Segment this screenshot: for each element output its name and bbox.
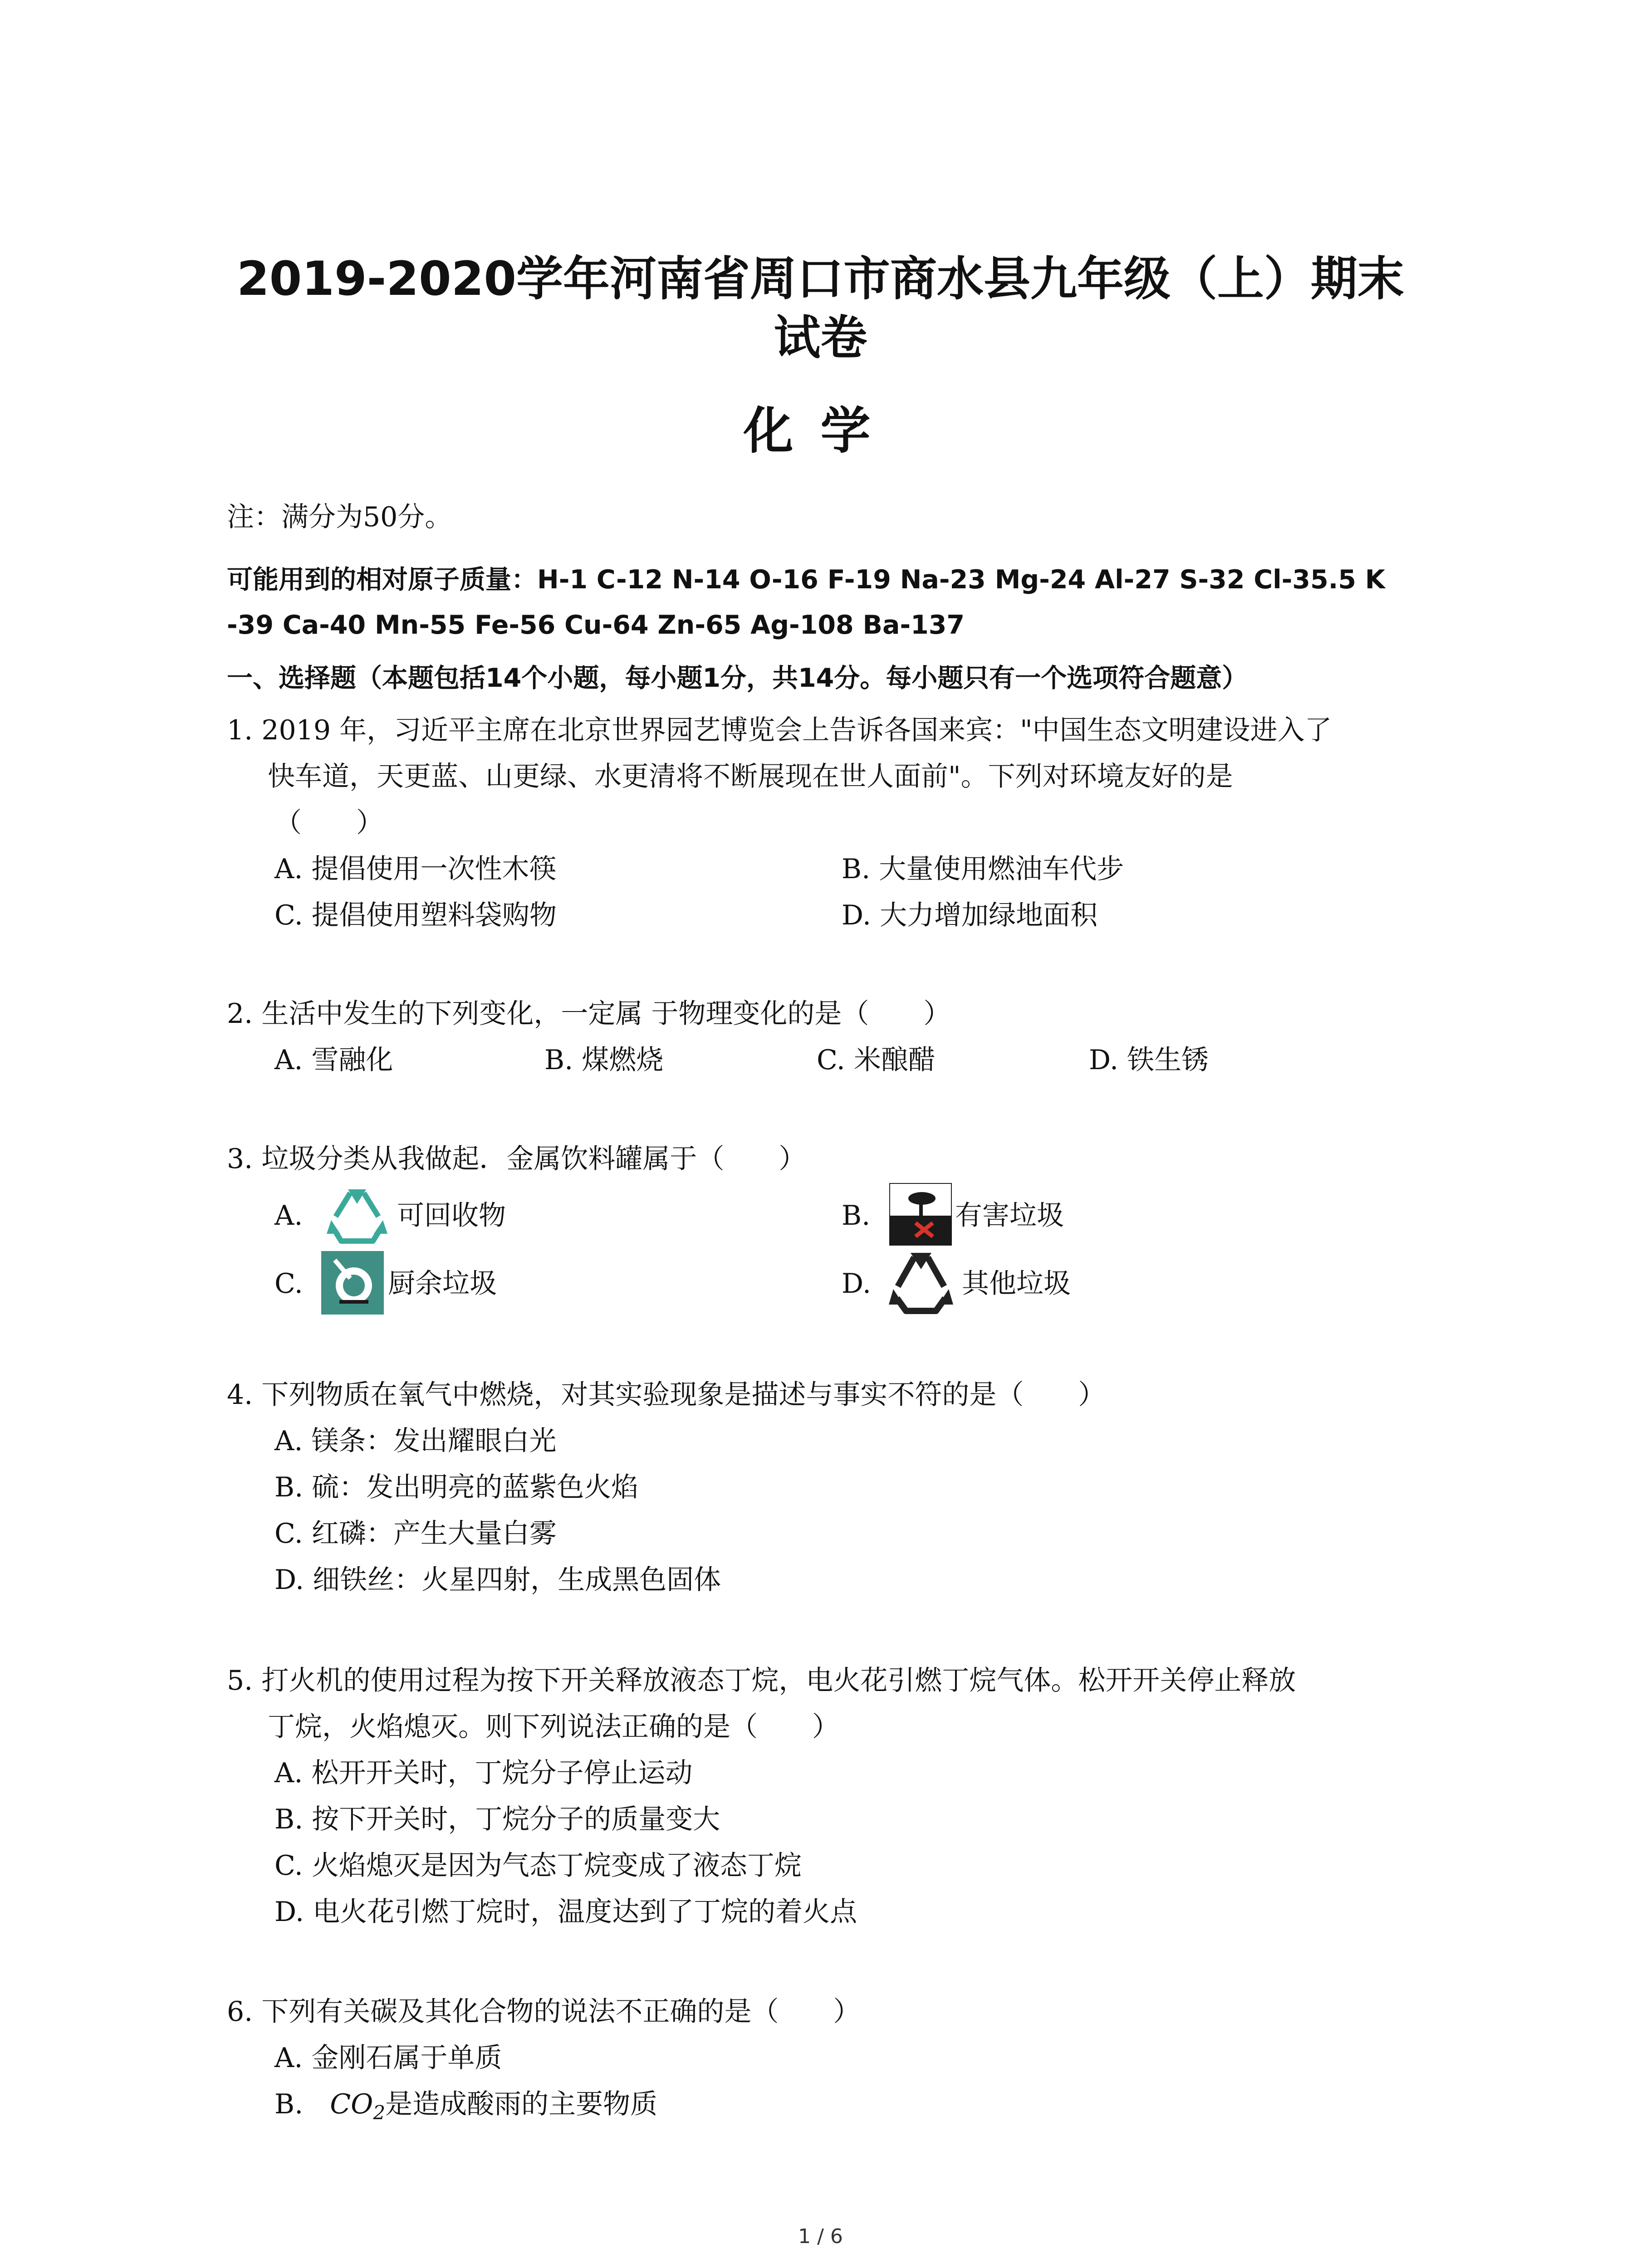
question-5-line-1: 5. 打火机的使用过程为按下开关释放液态丁烷，电火花引燃丁烷气体。松开开关停止释放: [227, 1665, 1296, 1696]
subject-title: 化学: [743, 402, 898, 460]
question-4-option-b: B. 硫：发出明亮的蓝紫色火焰: [274, 1471, 639, 1503]
question-4-option-a: A. 镁条：发出耀眼白光: [274, 1425, 557, 1457]
question-2-option-c: C. 米酿醋: [817, 1044, 936, 1076]
question-3-option-a-letter: A.: [274, 1200, 303, 1232]
question-1-option-d: D. 大力增加绿地面积: [842, 899, 1098, 931]
kitchen-waste-icon: [321, 1251, 384, 1315]
question-4-option-d: D. 细铁丝：火星四射，生成黑色固体: [274, 1564, 721, 1596]
question-5-option-d: D. 电火花引燃丁烷时，温度达到了丁烷的着火点: [274, 1896, 857, 1928]
question-2-option-a: A. 雪融化: [274, 1044, 393, 1076]
title-line-2: 试卷: [774, 311, 867, 365]
co2-formula-subscript: 2: [373, 2102, 386, 2124]
question-2-option-b: B. 煤燃烧: [544, 1044, 664, 1076]
question-3-option-b-letter: B.: [842, 1200, 871, 1232]
title-line-1: 2019-2020学年河南省周口市商水县九年级（上）期末: [236, 252, 1405, 306]
question-2-line-1: 2. 生活中发生的下列变化，一定属 于物理变化的是（ ）: [227, 998, 951, 1030]
question-1-line-3: （ ）: [274, 807, 383, 839]
question-1-line-2: 快车道，天更蓝、山更绿、水更清将不断展现在世人面前"。下列对环境友好的是: [268, 761, 1233, 792]
question-6-option-b: [274, 2086, 657, 2131]
co2-formula-base: CO: [330, 2088, 373, 2120]
section-heading: 一、选择题（本题包括14个小题，每小题1分，共14分。每小题只有一个选项符合题意）: [227, 663, 1248, 693]
question-3-option-d-letter: D.: [842, 1268, 872, 1300]
question-6-option-b-text: 是造成酸雨的主要物质: [385, 2088, 658, 2120]
atomic-masses-line-2: -39 Ca-40 Mn-55 Fe-56 Cu-64 Zn-65 Ag-108 Ba-137: [227, 610, 965, 640]
question-6-option-a: A. 金刚石属于单质: [274, 2042, 502, 2074]
question-1-option-c: C. 提倡使用塑料袋购物: [274, 899, 557, 931]
question-1-option-a: A. 提倡使用一次性木筷: [274, 853, 557, 885]
question-5-option-b: B. 按下开关时，丁烷分子的质量变大: [274, 1804, 720, 1835]
recycle-icon: [323, 1184, 391, 1247]
question-4-line-1: 4. 下列物质在氧气中燃烧，对其实验现象是描述与事实不符的是（ ）: [227, 1379, 1106, 1411]
question-3-option-a-text: 可回收物: [397, 1200, 506, 1232]
question-3-option-d-text: 其他垃圾: [962, 1268, 1071, 1300]
co2-formula: [330, 2088, 386, 2124]
question-6-option-b-letter: B.: [274, 2088, 304, 2120]
question-5-option-c: C. 火焰熄灭是因为气态丁烷变成了液态丁烷: [274, 1850, 802, 1882]
page-number: 1 / 6: [798, 2225, 843, 2248]
hazardous-waste-icon: [889, 1183, 952, 1246]
question-2-option-d: D. 铁生锈: [1089, 1044, 1209, 1076]
note: 注：满分为50分。: [227, 501, 452, 533]
question-3-option-c-letter: C.: [274, 1268, 303, 1300]
question-1-option-b: B. 大量使用燃油车代步: [842, 853, 1124, 885]
question-4-option-c: C. 红磷：产生大量白雾: [274, 1518, 557, 1549]
other-waste-icon: [887, 1247, 955, 1319]
question-5-line-2: 丁烷，火焰熄灭。则下列说法正确的是（ ）: [268, 1711, 839, 1743]
atomic-masses-line-1: 可能用到的相对原子质量：H-1 C-12 N-14 O-16 F-19 Na-23 Mg-24 Al-27 S-32 Cl-35.5 K: [227, 565, 1386, 595]
question-1-line-1: 1. 2019 年，习近平主席在北京世界园艺博览会上告诉各国来宾："中国生态文明建设进入了: [227, 714, 1332, 746]
question-3-line-1: 3. 垃圾分类从我做起．金属饮料罐属于（ ）: [227, 1143, 806, 1175]
question-5-option-a: A. 松开开关时，丁烷分子停止运动: [274, 1757, 693, 1789]
question-6-line-1: 6. 下列有关碳及其化合物的说法不正确的是（ ）: [227, 1996, 861, 2028]
question-3-option-b-text: 有害垃圾: [955, 1200, 1064, 1232]
question-3-option-c-text: 厨余垃圾: [388, 1268, 497, 1300]
